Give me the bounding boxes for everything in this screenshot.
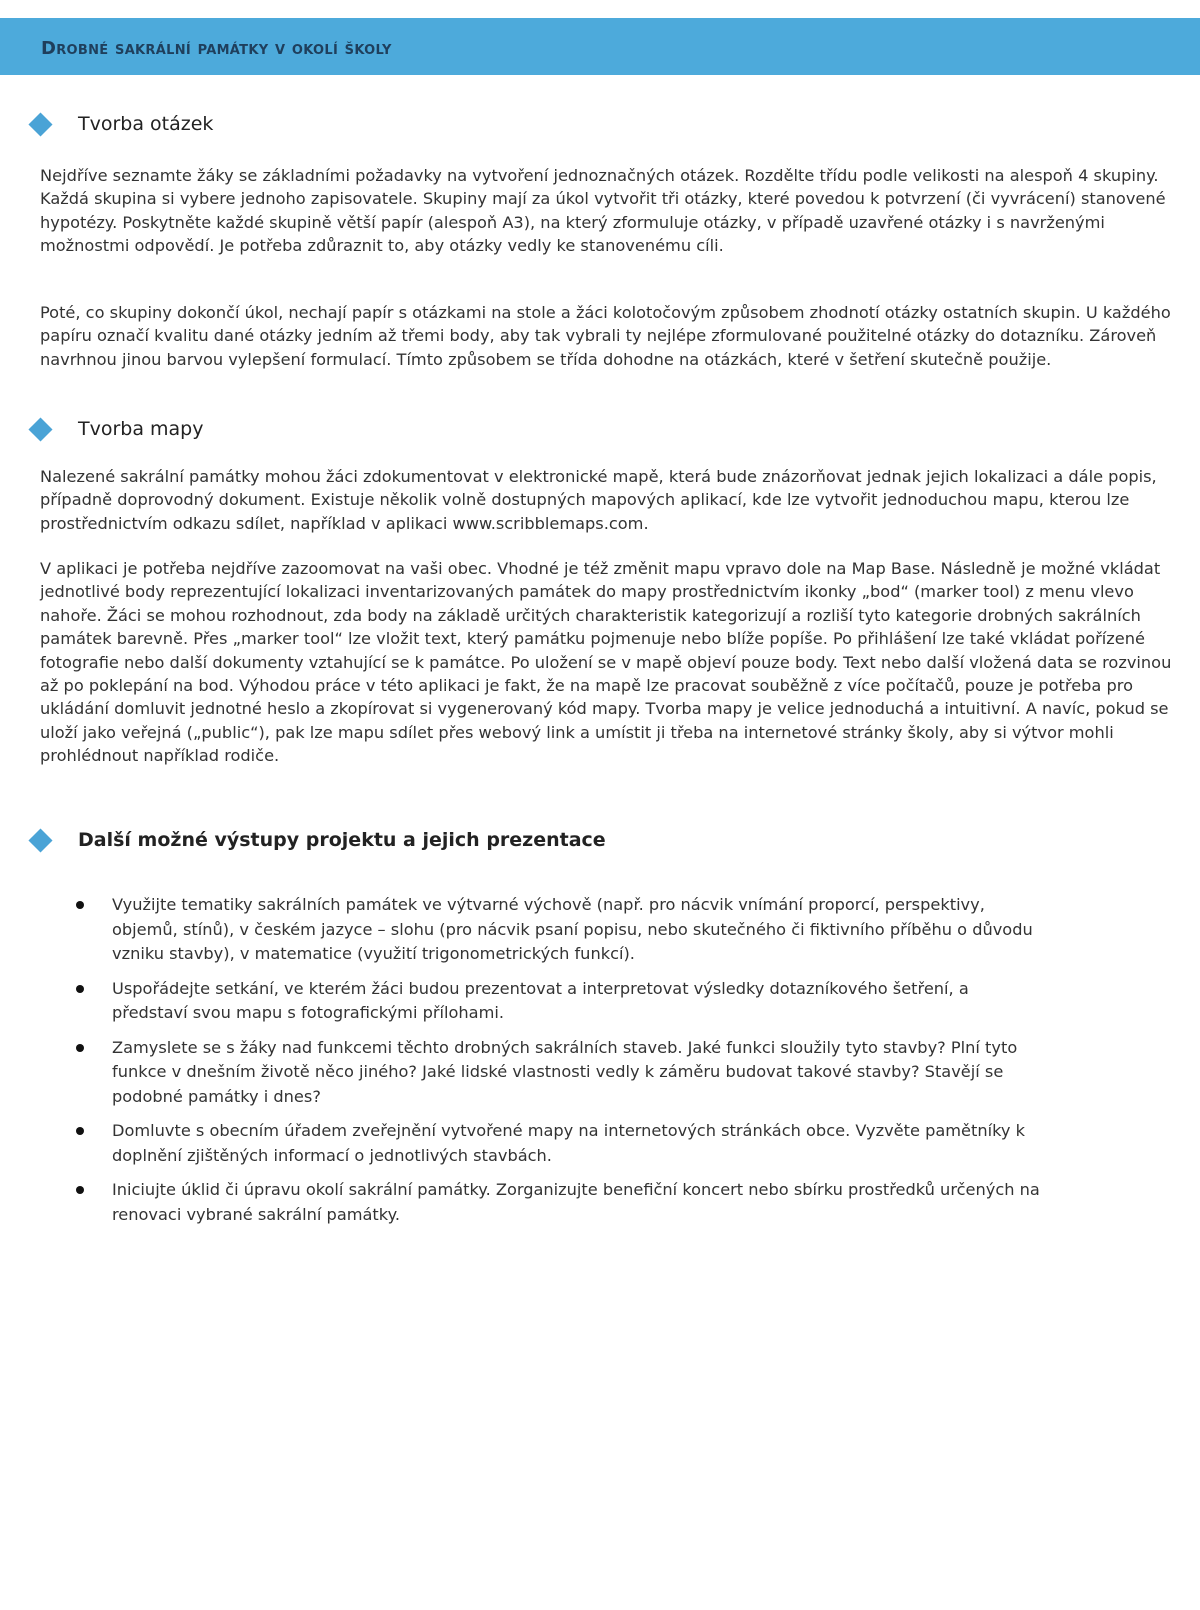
list-item — [40, 977, 1040, 1026]
diamond-bullet-icon — [28, 417, 52, 441]
bullet-dot-icon — [76, 1044, 84, 1052]
list-item-text: Uspořádejte setkání, ve kterém žáci budou prezentovat a interpretovat výsledky dotazníkového šetření, a představí svou mapu s fotografickými přílohami. — [112, 978, 969, 1022]
bullet-dot-icon — [76, 1127, 84, 1135]
paragraph: Nalezené sakrální památky mohou žáci zdokumentovat v elektronické mapě, která bude znázorňovat jednak jejich lokalizaci a dále popis, případně doprovodný dokument. Existuje několik volně dostupných mapových aplikací, kde lze vytvořit jednoduchou mapu, kterou lze prostřednictvím odkazu sdílet, například v aplikaci www.scribblemaps.com. — [40, 467, 1157, 533]
section-title: Další možné výstupy projektu a jejich prezentace — [78, 829, 606, 851]
section-heading-tvorba-otazek — [28, 109, 214, 139]
section-heading-tvorba-mapy — [28, 414, 204, 444]
bullet-dot-icon — [76, 985, 84, 993]
section-heading-dalsi-vystupy — [28, 825, 606, 855]
list-item — [40, 1119, 1040, 1168]
bullet-dot-icon — [76, 901, 84, 909]
diamond-bullet-icon — [28, 112, 52, 136]
paragraph: Poté, co skupiny dokončí úkol, nechají papír s otázkami na stole a žáci kolotočovým způsobem zhodnotí otázky ostatních skupin. U každého papíru označí kvalitu dané otázky jedním až třemi body, aby tak vybrali ty nejlépe zformulované použitelné otázky do dotazníku. Zároveň navrhnou jinou barvou vylepšení formulací. Tímto způsobem se třída dohodne na otázkách, které v šetření skutečně použije. — [40, 303, 1171, 369]
list-item-text: Zamyslete se s žáky nad funkcemi těchto drobných sakrálních staveb. Jaké funkci sloužily tyto stavby? Plní tyto funkce v dnešním životě něco jiného? Jaké lidské vlastnosti vedly k záměru budovat takové stavby? Stavějí se podobné památky i dnes? — [112, 1037, 1018, 1106]
section-title: Tvorba mapy — [78, 418, 204, 440]
header-bar — [0, 18, 1200, 75]
list-item-text: Využijte tematiky sakrálních památek ve výtvarné výchově (např. pro nácvik vnímání proporcí, perspektivy, objemů, stínů), v českém jazyce – slohu (pro nácvik psaní popisu, nebo skutečného či fiktivního příběhu o důvodu vzniku stavby), v matematice (využití trigonometrických funkcí). — [112, 895, 1033, 963]
bullet-list — [40, 893, 1040, 1237]
list-item-text: Iniciujte úklid či úpravu okolí sakrální památky. Zorganizujte benefiční koncert nebo sbírku prostředků určených na renovaci vybrané sakrální památky. — [112, 1180, 1040, 1224]
section-title: Tvorba otázek — [78, 113, 214, 135]
paragraph: Nejdříve seznamte žáky se základními požadavky na vytvoření jednoznačných otázek. Rozdělte třídu podle velikosti na alespoň 4 skupiny. Každá skupina si vybere jednoho zapisovatele. Skupiny mají za úkol vytvořit tři otázky, které povedou k potvrzení (či vyvrácení) stanovené hypotézy. Poskytněte každé skupině větší papír (alespoň A3), na který zformuluje otázky, v případě uzavřené otázky i s navrženými možnostmi odpovědí. Je potřeba zdůraznit to, aby otázky vedly ke stanovenému cíli. — [40, 166, 1166, 256]
bullet-dot-icon — [76, 1186, 84, 1194]
list-item-text: Domluvte s obecním úřadem zveřejnění vytvořené mapy na internetových stránkách obce. Vyzvěte pamětníky k doplnění zjištěných informací o jednotlivých stavbách. — [112, 1121, 1025, 1165]
list-item — [40, 1036, 1040, 1110]
page-title: Drobné sakrální památky v okolí školy — [41, 38, 392, 59]
list-item — [40, 1178, 1040, 1227]
diamond-bullet-icon — [28, 828, 52, 852]
list-item — [40, 893, 1040, 967]
paragraph: V aplikaci je potřeba nejdříve zazoomovat na vaši obec. Vhodné je též změnit mapu vpravo dole na Map Base. Následně je možné vkládat jednotlivé body reprezentující lokalizaci inventarizovaných památek do mapy prostřednictvím ikonky „bod“ (marker tool) z menu vlevo nahoře. Žáci se mohou rozhodnout, zda body na základě určitých charakteristik kategorizují a rozliší tyto kategorie drobných sakrálních památek barevně. Přes „marker tool“ lze vložit text, který památku pojmenuje nebo blíže popíše. Po přihlášení lze také vkládat pořízené fotografie nebo další dokumenty vztahující se k památce. Po uložení se v mapě objeví pouze body. Text nebo další vložená data se rozvinou až po poklepání na bod. Výhodou práce v této aplikaci je fakt, že na mapě lze pracovat souběžně z více počítačů, pouze je potřeba pro ukládání domluvit jednotné heslo a zkopírovat si vygenerovaný kód mapy. Tvorba mapy je velice jednoduchá a intuitivní. A navíc, pokud se uloží jako veřejná („public“), pak lze mapu sdílet přes webový link a umístit ji třeba na internetové stránky školy, aby si výtvor mohli prohlédnout například rodiče. — [40, 559, 1172, 766]
